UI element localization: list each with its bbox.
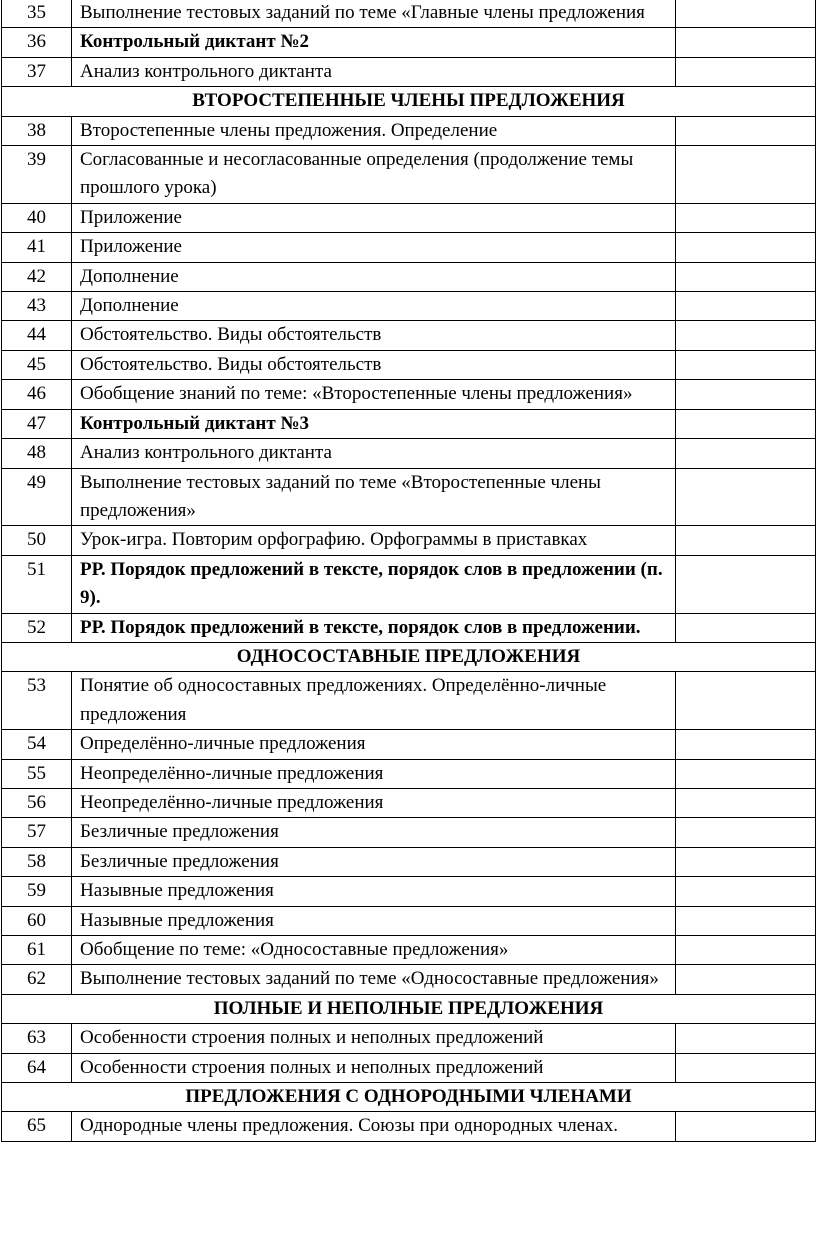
lesson-row	[2, 292, 816, 321]
lesson-date-cell	[676, 788, 816, 817]
lesson-date-cell	[676, 877, 816, 906]
lesson-topic: Обстоятельство. Виды обстоятельств	[72, 350, 676, 379]
lesson-topic: Безличные предложения	[72, 818, 676, 847]
lesson-row	[2, 116, 816, 145]
lesson-date-cell	[676, 116, 816, 145]
lesson-row	[2, 233, 816, 262]
lesson-date-cell	[676, 555, 816, 613]
lesson-row	[2, 526, 816, 555]
lesson-number: 48	[2, 439, 72, 468]
lesson-topic: Контрольный диктант №2	[72, 28, 676, 57]
lesson-topic: Назывные предложения	[72, 877, 676, 906]
section-title: ПРЕДЛОЖЕНИЯ С ОДНОРОДНЫМИ ЧЛЕНАМИ	[2, 1083, 816, 1112]
section-header-row	[2, 994, 816, 1023]
lesson-number: 42	[2, 262, 72, 291]
lesson-topic: Второстепенные члены предложения. Определение	[72, 116, 676, 145]
lesson-topic: Согласованные и несогласованные определения (продолжение темы прошлого урока)	[72, 146, 676, 204]
lesson-topic: Выполнение тестовых заданий по теме «Главные члены предложения	[72, 0, 676, 28]
lesson-number: 46	[2, 380, 72, 409]
lesson-number: 40	[2, 203, 72, 232]
lesson-plan-table	[1, 0, 816, 1142]
lesson-number: 63	[2, 1024, 72, 1053]
lesson-number: 41	[2, 233, 72, 262]
lesson-date-cell	[676, 730, 816, 759]
lesson-date-cell	[676, 350, 816, 379]
lesson-number: 52	[2, 613, 72, 642]
lesson-date-cell	[676, 409, 816, 438]
lesson-date-cell	[676, 28, 816, 57]
lesson-topic: Обстоятельство. Виды обстоятельств	[72, 321, 676, 350]
lesson-topic: Назывные предложения	[72, 906, 676, 935]
lesson-topic: Особенности строения полных и неполных предложений	[72, 1053, 676, 1082]
lesson-topic: РР. Порядок предложений в тексте, порядок слов в предложении (п. 9).	[72, 555, 676, 613]
lesson-date-cell	[676, 380, 816, 409]
lesson-date-cell	[676, 292, 816, 321]
lesson-date-cell	[676, 203, 816, 232]
lesson-topic: Понятие об односоставных предложениях. Определённо-личные предложения	[72, 672, 676, 730]
lesson-number: 57	[2, 818, 72, 847]
lesson-topic: Приложение	[72, 203, 676, 232]
lesson-number: 45	[2, 350, 72, 379]
lesson-topic: Выполнение тестовых заданий по теме «Второстепенные члены предложения»	[72, 468, 676, 526]
lesson-row	[2, 847, 816, 876]
lesson-date-cell	[676, 906, 816, 935]
lesson-date-cell	[676, 847, 816, 876]
lesson-date-cell	[676, 818, 816, 847]
lesson-number: 62	[2, 965, 72, 994]
lesson-number: 51	[2, 555, 72, 613]
lesson-row	[2, 613, 816, 642]
lesson-date-cell	[676, 613, 816, 642]
lesson-number: 50	[2, 526, 72, 555]
section-title: ОДНОСОСТАВНЫЕ ПРЕДЛОЖЕНИЯ	[2, 642, 816, 671]
lesson-topic: Обобщение знаний по теме: «Второстепенные члены предложения»	[72, 380, 676, 409]
lesson-row	[2, 28, 816, 57]
lesson-number: 60	[2, 906, 72, 935]
lesson-number: 56	[2, 788, 72, 817]
lesson-row	[2, 555, 816, 613]
lesson-number: 64	[2, 1053, 72, 1082]
lesson-number: 47	[2, 409, 72, 438]
lesson-number: 53	[2, 672, 72, 730]
lesson-row	[2, 818, 816, 847]
section-header-row	[2, 642, 816, 671]
lesson-number: 36	[2, 28, 72, 57]
lesson-number: 44	[2, 321, 72, 350]
lesson-topic: РР. Порядок предложений в тексте, порядок слов в предложении.	[72, 613, 676, 642]
lesson-topic: Неопределённо-личные предложения	[72, 788, 676, 817]
lesson-number: 55	[2, 759, 72, 788]
lesson-date-cell	[676, 468, 816, 526]
lesson-row	[2, 57, 816, 86]
lesson-row	[2, 262, 816, 291]
lesson-topic: Особенности строения полных и неполных предложений	[72, 1024, 676, 1053]
lesson-row	[2, 788, 816, 817]
lesson-date-cell	[676, 759, 816, 788]
lesson-row	[2, 1053, 816, 1082]
lesson-date-cell	[676, 321, 816, 350]
lesson-row	[2, 906, 816, 935]
lesson-plan-body	[2, 0, 816, 1141]
lesson-number: 37	[2, 57, 72, 86]
lesson-topic: Дополнение	[72, 292, 676, 321]
section-header-row	[2, 87, 816, 116]
lesson-row	[2, 877, 816, 906]
lesson-topic: Однородные члены предложения. Союзы при однородных членах.	[72, 1112, 676, 1141]
lesson-topic: Выполнение тестовых заданий по теме «Односоставные предложения»	[72, 965, 676, 994]
lesson-date-cell	[676, 262, 816, 291]
lesson-row	[2, 1024, 816, 1053]
section-title: ВТОРОСТЕПЕННЫЕ ЧЛЕНЫ ПРЕДЛОЖЕНИЯ	[2, 87, 816, 116]
lesson-row	[2, 380, 816, 409]
lesson-topic: Дополнение	[72, 262, 676, 291]
lesson-date-cell	[676, 936, 816, 965]
lesson-topic: Контрольный диктант №3	[72, 409, 676, 438]
lesson-date-cell	[676, 57, 816, 86]
lesson-row	[2, 0, 816, 28]
lesson-topic: Анализ контрольного диктанта	[72, 57, 676, 86]
lesson-row	[2, 1112, 816, 1141]
lesson-row	[2, 468, 816, 526]
lesson-row	[2, 759, 816, 788]
lesson-date-cell	[676, 0, 816, 28]
lesson-number: 35	[2, 0, 72, 28]
lesson-number: 61	[2, 936, 72, 965]
lesson-date-cell	[676, 1053, 816, 1082]
lesson-topic: Приложение	[72, 233, 676, 262]
lesson-number: 49	[2, 468, 72, 526]
lesson-date-cell	[676, 672, 816, 730]
lesson-number: 54	[2, 730, 72, 759]
lesson-row	[2, 936, 816, 965]
lesson-date-cell	[676, 1024, 816, 1053]
lesson-topic: Обобщение по теме: «Односоставные предложения»	[72, 936, 676, 965]
lesson-number: 39	[2, 146, 72, 204]
lesson-date-cell	[676, 146, 816, 204]
lesson-date-cell	[676, 1112, 816, 1141]
lesson-date-cell	[676, 439, 816, 468]
lesson-date-cell	[676, 965, 816, 994]
lesson-topic: Анализ контрольного диктанта	[72, 439, 676, 468]
lesson-topic: Определённо-личные предложения	[72, 730, 676, 759]
lesson-row	[2, 965, 816, 994]
lesson-row	[2, 439, 816, 468]
lesson-row	[2, 730, 816, 759]
lesson-row	[2, 409, 816, 438]
lesson-row	[2, 203, 816, 232]
lesson-number: 65	[2, 1112, 72, 1141]
lesson-row	[2, 672, 816, 730]
section-header-row	[2, 1083, 816, 1112]
lesson-number: 43	[2, 292, 72, 321]
lesson-topic: Неопределённо-личные предложения	[72, 759, 676, 788]
lesson-row	[2, 350, 816, 379]
lesson-date-cell	[676, 233, 816, 262]
lesson-topic: Урок-игра. Повторим орфографию. Орфограммы в приставках	[72, 526, 676, 555]
section-title: ПОЛНЫЕ И НЕПОЛНЫЕ ПРЕДЛОЖЕНИЯ	[2, 994, 816, 1023]
lesson-number: 59	[2, 877, 72, 906]
lesson-topic: Безличные предложения	[72, 847, 676, 876]
lesson-row	[2, 146, 816, 204]
lesson-row	[2, 321, 816, 350]
lesson-number: 58	[2, 847, 72, 876]
lesson-date-cell	[676, 526, 816, 555]
lesson-number: 38	[2, 116, 72, 145]
